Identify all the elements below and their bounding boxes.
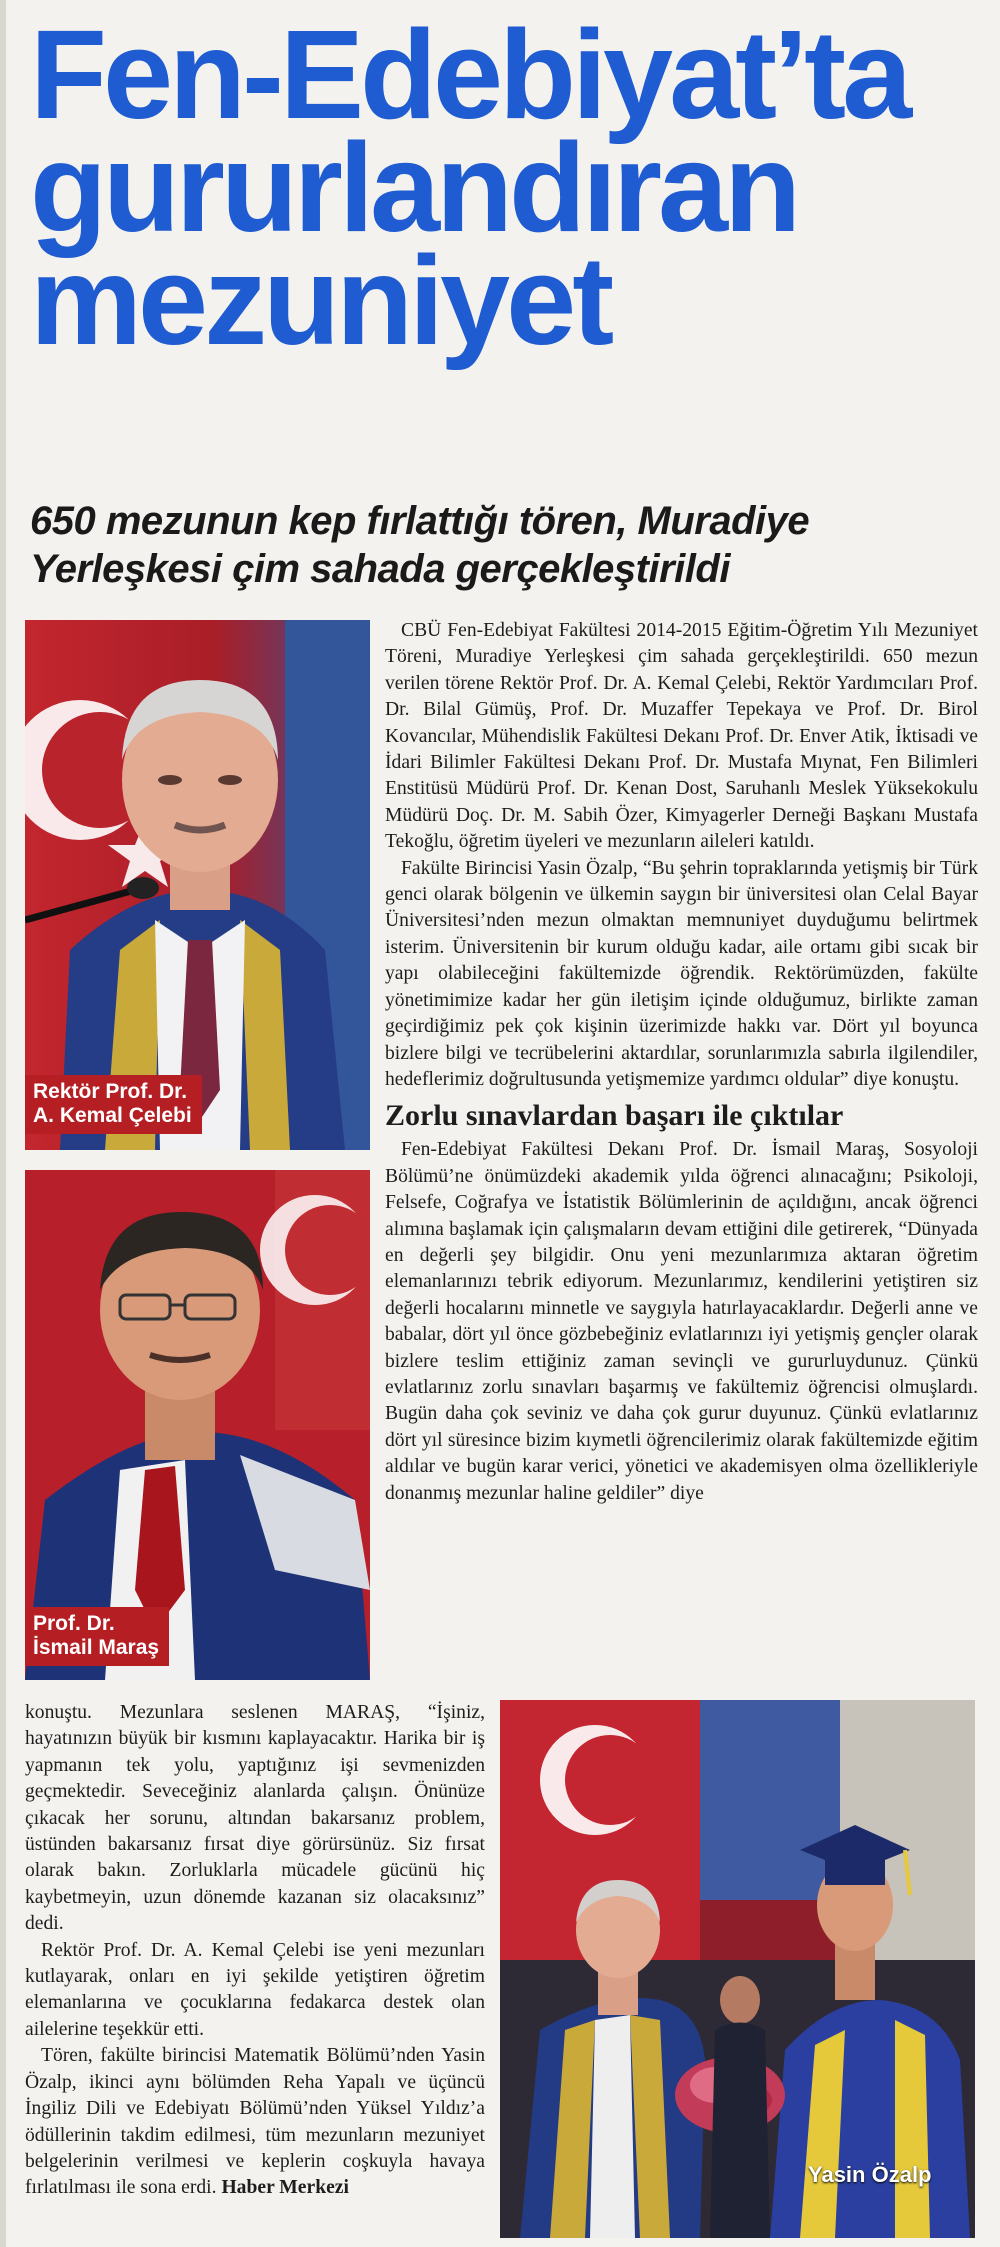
article-paragraph-1: CBÜ Fen-Edebiyat Fakültesi 2014-2015 Eğitim-Öğretim Yılı Mezuniyet Töreni, Muradiye Yerleşkesi çim sahada gerçekleştirildi. 650 mezun verilen törene Rektör Prof. Dr. A. Kemal Çelebi, Rektör Yardımcıları Prof. Dr. Bilal Gümüş, Prof. Dr. Muzaffer Tepekaya ve Prof. Dr. Birol Kovancılar, Mühendislik Fakültesi Dekanı Prof. Dr. Enver Atik, İktisadi ve İdari Bilimler Fakültesi Dekanı Prof. Dr. Mustafa Mıynat, Fen Bilimleri Enstitüsü Müdürü Prof. Dr. Kenan Dost, Saruhanlı Meslek Yüksekokulu Müdürü Doç. Dr. M. Sabih Özer, Kimyagerler Derneği Başkanı Mustafa Tekoğlu, öğretim üyeleri ve mezunların aileleri katıldı. <box>385 620 978 853</box>
article-subheading: Zorlu sınavlardan başarı ile çıktılar <box>385 1099 844 1133</box>
award-ceremony-photo <box>500 1700 975 2238</box>
headline-line-2: gururlandıran <box>30 117 798 258</box>
article-paragraph-3-continued: konuştu. Mezunlara seslenen MARAŞ, “İşiniz, hayatınızın büyük bir kısmını kaplayacaktır. Harika bir iş yapmanın tek yolu, yaptığınız işi sevmenizden geçmektedir. Seveceğiniz alanlarda çalışın. Önünüze çıkacak her sorunu, altından bakarsanız problem, üstünden bakarsanız fırsat diye görürsünüz. Siz fırsat olarak bakın. Zorluklarla mücadele gücünü hiç kaybetmeyin, uzun dönemde kazanan siz olacaksınız” dedi. <box>25 1702 485 1935</box>
award-name-label: Yasin Özalp <box>808 2162 932 2187</box>
article-paragraph-5-text: Tören, fakülte birincisi Matematik Bölümü’nden Yasin Özalp, ikinci aynı bölümden Reha Yapalı ve üçüncü İngiliz Dili ve Edebiyatı Bölümü’nden Yüksel Yıldız’a ödüllerinin takdim edilmesi, tüm mezunların mezuniyet belgelerinin verilmesi ve keplerin coşkuyla havaya fırlatılması ile sona erdi. <box>25 2045 485 2199</box>
article-column-left <box>25 1700 485 2202</box>
rector-photo-illustration <box>25 620 370 1150</box>
paper-edge <box>0 0 6 2247</box>
rector-caption-line-1: Rektör Prof. Dr. <box>33 1080 188 1103</box>
headline-line-3: mezuniyet <box>30 230 611 371</box>
article-paragraph-4: Rektör Prof. Dr. A. Kemal Çelebi ise yeni mezunları kutlayarak, onları en iyi şekilde yetiştiren öğretim elemanlarına ve çocuklarına fedakarca destek olan ailelerine teşekkür etti. <box>25 1939 485 2040</box>
article-paragraph-5 <box>25 2043 485 2201</box>
rector-caption-line-2: A. Kemal Çelebi <box>33 1104 192 1127</box>
article-paragraph-3: Fen-Edebiyat Fakültesi Dekanı Prof. Dr. İsmail Maraş, Sosyoloji Bölümü’ne önümüzdeki akademik yılda öğrenci alınacağını; Psikoloji, Felsefe, Coğrafya ve İstatistik Bölümlerinin de açıldığını, ancak öğrenci alımına başlamak için çalışmaların devam ettiğini dile getirerek, “Dünyada en değerli şey bilgidir. Onu yeni mezunlarımıza aktaran öğretim elemanlarınızı tebrik ediyorum. Mezunlarımız, kendilerini yetiştiren siz değerli hocalarını minnetle ve saygıyla hatırlayacaklardır. Değerli anne ve babalar, dört yıl önce gözbebeğiniz evlatlarınızı iyi yetişmiş gençler olarak bizlere teslim ettiğiniz zaman sevinçli ve gururluydunuz. Çünkü evlatlarınız zorlu sınavları başarmış ve fakültemiz öğrencisi olmuşlardı. Bugün daha çok seviniz ve daha çok gurur duyunuz. Çünkü evlatlarınız dört yıl süresince bizim kıymetli öğrencilerimiz olarak fakültemizde eğitim aldılar ve bugün karar verici, yönetici ve akademisyen olma özellikleriyle donanmış mezunlar haline geldiler” diye <box>385 1139 978 1504</box>
article-column-right <box>385 618 978 1507</box>
dean-photo <box>25 1170 370 1680</box>
subheadline: 650 mezunun kep fırlattığı tören, Muradiye Yerleşkesi çim sahada gerçekleştirildi <box>30 499 810 591</box>
headline-line-1: Fen-Edebiyat’ta <box>30 4 909 145</box>
article-paragraph-2: Fakülte Birincisi Yasin Özalp, “Bu şehrin topraklarında yetişmiş bir Türk genci olarak bölgenin ve ülkemin saygın bir üniversitesi olan Celal Bayar Üniversitesi’nden mezun olmaktan memnuniyet duyduğumu belirtmek isterim. Üniversitenin bir kurum olduğu kadar, aile ortamı gibi sıcak bir yapı olabileceğini fakültemizde öğrendik. Rektörümüzden, fakülte yönetimimize kadar her gün iletişim içinde olduğumuz, birlikte zaman geçirdiğimiz pek çok kişinin üzerimizde hakkı var. Dört yıl boyunca bizlere bilgi ve tecrübelerini aktardılar, sorunlarımızla sabırla ilgilendiler, hedeflerimiz doğrultusunda yetişmemize yardımcı oldular” diye konuştu. <box>385 857 978 1090</box>
headline <box>30 4 990 371</box>
dean-caption <box>25 1607 169 1666</box>
dean-caption-line-1: Prof. Dr. <box>33 1612 115 1635</box>
byline: Haber Merkezi <box>221 2177 349 2199</box>
dean-photo-illustration <box>25 1170 370 1680</box>
dean-caption-line-2: İsmail Maraş <box>33 1636 160 1659</box>
award-photo-illustration <box>500 1700 975 2238</box>
rector-caption <box>25 1075 202 1134</box>
rector-photo <box>25 620 370 1150</box>
